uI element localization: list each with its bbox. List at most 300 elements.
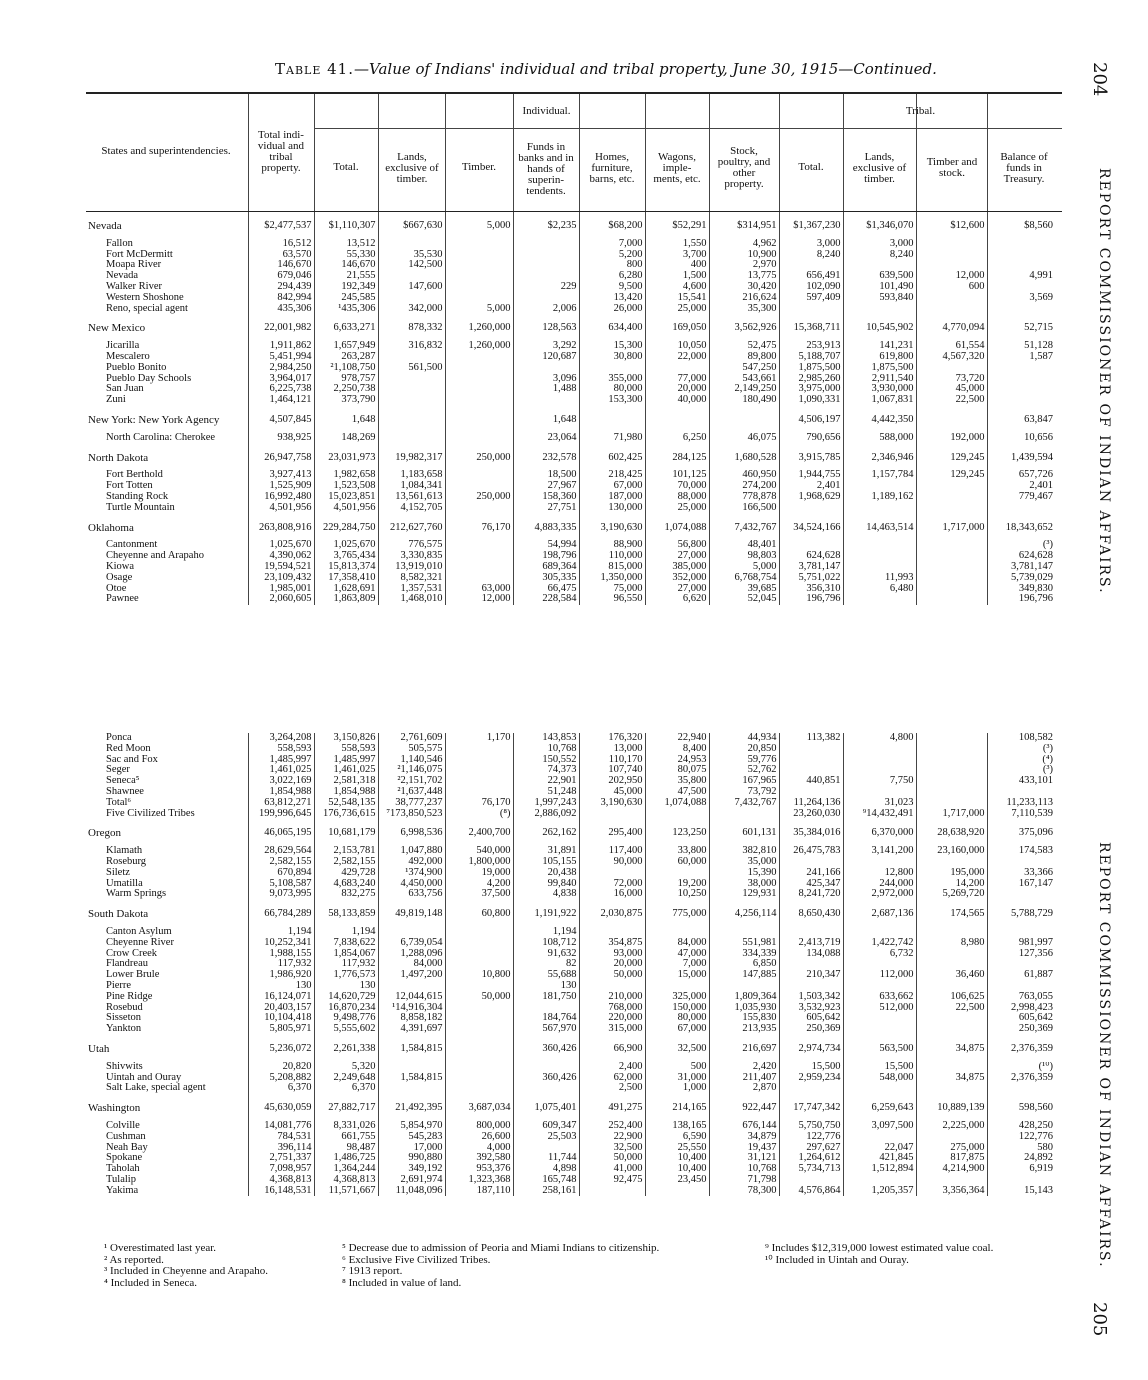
- cell-value: 37,500: [445, 889, 513, 900]
- cell-value: 10,050: [645, 341, 709, 352]
- cell-value: 1,461,025: [314, 765, 378, 776]
- cell-value: [916, 293, 987, 304]
- cell-value: 1,357,531: [378, 584, 445, 595]
- cell-value: 1,047,880: [378, 846, 445, 857]
- cell-value: 428,250: [987, 1121, 1055, 1132]
- cell-value: [445, 1013, 513, 1024]
- cell-value: 10,681,179: [314, 819, 378, 846]
- cell-value: [779, 260, 843, 271]
- cell-value: 19,437: [709, 1143, 779, 1154]
- footnote: ¹⁰ Included in Uintah and Ouray.: [765, 1253, 909, 1266]
- cell-value: 1,364,244: [314, 1164, 378, 1175]
- cell-value: [916, 1132, 987, 1143]
- cell-value: 325,000: [645, 992, 709, 1003]
- row-label: Western Shoshone: [106, 292, 184, 303]
- table-row-fort-mcdermitt: [86, 250, 1055, 261]
- cell-value: 120,687: [513, 352, 579, 363]
- cell-value: 492,000: [378, 857, 445, 868]
- cell-value: [916, 798, 987, 809]
- row-label: Uintah and Ouray: [106, 1072, 182, 1083]
- cell-value: 129,931: [709, 889, 779, 900]
- cell-value: 429,728: [314, 868, 378, 879]
- cell-value: [916, 304, 987, 315]
- cell-value: 5,854,970: [378, 1121, 445, 1132]
- cell-value: 38,777,237: [378, 798, 445, 809]
- cell-value: 1,025,670: [248, 540, 314, 551]
- cell-value: [779, 787, 843, 798]
- cell-value: 3,141,200: [843, 846, 916, 857]
- cell-value: 23,450: [645, 1175, 709, 1186]
- cell-value: 23,260,030: [779, 809, 843, 820]
- table-row-nevada: [86, 271, 1055, 282]
- cell-value: 600: [916, 282, 987, 293]
- table-row-south-dakota: [86, 900, 1055, 927]
- cell-value: 61,887: [987, 970, 1055, 981]
- cell-value: 198,796: [513, 551, 579, 562]
- cell-value: 8,240: [779, 250, 843, 261]
- cell-value: 2,500: [579, 1083, 645, 1094]
- table-title: [275, 60, 937, 78]
- cell-value: [843, 959, 916, 970]
- cell-value: 3,000: [779, 239, 843, 250]
- cell-value: 40,000: [645, 395, 709, 406]
- cell-value: 10,768: [513, 744, 579, 755]
- cell-value: 18,343,652: [987, 514, 1055, 541]
- cell-value: 316,832: [378, 341, 445, 352]
- footnote: ¹ Overestimated last year.: [104, 1242, 217, 1254]
- table-row-turtle-mountain: [86, 503, 1055, 514]
- cell-value: [987, 260, 1055, 271]
- table-row-ponca: [86, 733, 1055, 744]
- cell-value: 80,000: [579, 384, 645, 395]
- cell-value: 195,000: [916, 868, 987, 879]
- cell-value: 633,756: [378, 889, 445, 900]
- cell-value: 4,683,240: [314, 879, 378, 890]
- cell-value: 1,525,909: [248, 481, 314, 492]
- cell-value: 3,964,017: [248, 374, 314, 385]
- cell-value: [843, 551, 916, 562]
- cell-value: 15,368,711: [779, 314, 843, 341]
- table-row-lower-brule: [86, 970, 1055, 981]
- header-ind-lands: Lands, exclusive of timber.: [385, 151, 439, 185]
- table-row-neah-bay: [86, 1143, 1055, 1154]
- cell-value: 263,287: [314, 352, 378, 363]
- cell-value: [579, 927, 645, 938]
- cell-value: 28,638,920: [916, 819, 987, 846]
- table-row-umatilla: [86, 879, 1055, 890]
- cell-value: [445, 573, 513, 584]
- cell-value: 6,768,754: [709, 573, 779, 584]
- cell-value: 128,563: [513, 314, 579, 341]
- row-label: Neah Bay: [106, 1142, 148, 1153]
- cell-value: 342,000: [378, 304, 445, 315]
- cell-value: [843, 503, 916, 514]
- table-row-standing-rock: [86, 492, 1055, 503]
- cell-value: 1,968,629: [779, 492, 843, 503]
- cell-value: [378, 433, 445, 444]
- table-row-yankton: [86, 1024, 1055, 1035]
- cell-value: [843, 481, 916, 492]
- cell-value: 4,200: [445, 879, 513, 890]
- cell-value: [378, 981, 445, 992]
- cell-value: 3,096: [513, 374, 579, 385]
- cell-value: 601,131: [709, 819, 779, 846]
- cell-value: 776,575: [378, 540, 445, 551]
- footnotes-col3: [765, 1243, 993, 1266]
- cell-value: 199,996,645: [248, 809, 314, 820]
- cell-value: 62,000: [579, 1073, 645, 1084]
- cell-value: 60,000: [645, 857, 709, 868]
- row-label: Colville: [106, 1120, 140, 1131]
- cell-value: 1,000: [645, 1083, 709, 1094]
- cell-value: [645, 927, 709, 938]
- cell-value: 2,149,250: [709, 384, 779, 395]
- row-label: Osage: [106, 572, 133, 583]
- cell-value: 211,407: [709, 1073, 779, 1084]
- cell-value: [987, 927, 1055, 938]
- cell-value: [843, 1013, 916, 1024]
- cell-value: 8,240: [843, 250, 916, 261]
- cell-value: 4,991: [987, 271, 1055, 282]
- cell-value: 3,930,000: [843, 384, 916, 395]
- cell-value: 1,486,725: [314, 1153, 378, 1164]
- cell-value: [987, 250, 1055, 261]
- cell-value: (³): [987, 765, 1055, 776]
- row-label: Taholah: [106, 1164, 140, 1175]
- cell-value: 72,000: [579, 879, 645, 890]
- row-label: Nevada: [88, 220, 122, 232]
- cell-value: 122,776: [779, 1132, 843, 1143]
- row-label: Mescalero: [106, 351, 150, 362]
- footnote: ² As reported.: [104, 1253, 164, 1266]
- cell-value: [916, 765, 987, 776]
- row-label: Standing Rock: [106, 491, 169, 502]
- cell-value: [445, 470, 513, 481]
- cell-value: 360,426: [513, 1035, 579, 1062]
- cell-value: 20,820: [248, 1062, 314, 1073]
- cell-value: 17,747,342: [779, 1094, 843, 1121]
- cell-value: 4,567,320: [916, 352, 987, 363]
- cell-value: 2,346,946: [843, 444, 916, 471]
- cell-value: 2,060,605: [248, 594, 314, 605]
- table-row-moapa-river: [86, 260, 1055, 271]
- cell-value: 11,264,136: [779, 798, 843, 809]
- cell-value: [987, 304, 1055, 315]
- cell-value: 16,124,071: [248, 992, 314, 1003]
- cell-value: [987, 363, 1055, 374]
- cell-value: [843, 755, 916, 766]
- cell-value: 23,109,432: [248, 573, 314, 584]
- cell-value: [445, 260, 513, 271]
- row-label: Fort Totten: [106, 481, 153, 492]
- cell-value: 3,264,208: [248, 733, 314, 744]
- row-label: Cantonment: [106, 540, 158, 551]
- cell-value: 6,370: [248, 1083, 314, 1094]
- cell-value: 7,098,957: [248, 1164, 314, 1175]
- cell-value: [513, 293, 579, 304]
- cell-value: 56,800: [645, 540, 709, 551]
- cell-value: [843, 540, 916, 551]
- cell-value: 580: [987, 1143, 1055, 1154]
- cell-value: 6,370,000: [843, 819, 916, 846]
- cell-value: 5,805,971: [248, 1024, 314, 1035]
- cell-value: (⁸): [445, 809, 513, 820]
- cell-value: 196,796: [779, 594, 843, 605]
- table-row-canton-asylum: [86, 927, 1055, 938]
- cell-value: 4,883,335: [513, 514, 579, 541]
- header-ind-wagons: Wagons, imple- ments, etc.: [653, 151, 701, 185]
- cell-value: 1,985,001: [248, 584, 314, 595]
- cell-value: [445, 406, 513, 433]
- cell-value: 1,523,508: [314, 481, 378, 492]
- cell-value: 80,075: [645, 765, 709, 776]
- cell-value: 102,090: [779, 282, 843, 293]
- cell-value: 75,000: [579, 584, 645, 595]
- cell-value: 15,541: [645, 293, 709, 304]
- cell-value: [445, 395, 513, 406]
- table-row-nevada: [86, 212, 1055, 239]
- cell-value: 274,200: [709, 481, 779, 492]
- cell-value: 5,320: [314, 1062, 378, 1073]
- table-row-flandreau: [86, 959, 1055, 970]
- cell-value: 245,585: [314, 293, 378, 304]
- cell-value: 295,400: [579, 819, 645, 846]
- cell-value: 561,500: [378, 363, 445, 374]
- cell-value: 44,934: [709, 733, 779, 744]
- cell-value: 32,500: [645, 1035, 709, 1062]
- cell-value: 13,000: [579, 744, 645, 755]
- cell-value: 4,838: [513, 889, 579, 900]
- cell-value: 130,000: [579, 503, 645, 514]
- table-row-seger: [86, 765, 1055, 776]
- cell-value: 23,064: [513, 433, 579, 444]
- cell-value: 8,650,430: [779, 900, 843, 927]
- row-label: Cheyenne and Arapaho: [106, 551, 204, 562]
- table-row-pueblo-day-schools: [86, 374, 1055, 385]
- cell-value: 2,911,540: [843, 374, 916, 385]
- cell-value: 3,975,000: [779, 384, 843, 395]
- cell-value: 800,000: [445, 1121, 513, 1132]
- row-label: North Carolina: Cherokee: [106, 432, 216, 443]
- cell-value: 22,500: [916, 395, 987, 406]
- cell-value: 763,055: [987, 992, 1055, 1003]
- cell-value: 244,000: [843, 879, 916, 890]
- cell-value: 661,755: [314, 1132, 378, 1143]
- cell-value: 20,850: [709, 744, 779, 755]
- cell-value: [987, 282, 1055, 293]
- cell-value: 375,096: [987, 819, 1055, 846]
- table-row-western-shoshone: [86, 293, 1055, 304]
- cell-value: 146,670: [314, 260, 378, 271]
- cell-value: [916, 573, 987, 584]
- cell-value: 214,165: [645, 1094, 709, 1121]
- cell-value: [709, 809, 779, 820]
- cell-value: 5,236,072: [248, 1035, 314, 1062]
- cell-value: 619,800: [843, 352, 916, 363]
- cell-value: 47,500: [645, 787, 709, 798]
- row-label: Fallon: [106, 238, 133, 249]
- cell-value: [779, 927, 843, 938]
- cell-value: 5,451,994: [248, 352, 314, 363]
- cell-value: 7,000: [579, 239, 645, 250]
- cell-value: 26,947,758: [248, 444, 314, 471]
- cell-value: 1,809,364: [709, 992, 779, 1003]
- cell-value: [987, 395, 1055, 406]
- row-label: Canton Asylum: [106, 926, 172, 937]
- cell-value: 1,439,594: [987, 444, 1055, 471]
- cell-value: [513, 395, 579, 406]
- cell-value: 305,335: [513, 573, 579, 584]
- cell-value: 3,562,926: [709, 314, 779, 341]
- cell-value: [445, 949, 513, 960]
- cell-value: 609,347: [513, 1121, 579, 1132]
- cell-value: 4,450,000: [378, 879, 445, 890]
- cell-value: 1,497,200: [378, 970, 445, 981]
- cell-value: 5,208,882: [248, 1073, 314, 1084]
- footnote: ³ Included in Cheyenne and Arapaho.: [104, 1265, 268, 1277]
- cell-value: 2,998,423: [987, 1003, 1055, 1014]
- cell-value: 4,576,864: [779, 1186, 843, 1197]
- cell-value: 158,360: [513, 492, 579, 503]
- cell-value: 13,420: [579, 293, 645, 304]
- cell-value: 184,764: [513, 1013, 579, 1024]
- cell-value: 1,464,121: [248, 395, 314, 406]
- table-row-fort-totten: [86, 481, 1055, 492]
- cell-value: 349,192: [378, 1164, 445, 1175]
- cell-value: 14,463,514: [843, 514, 916, 541]
- cell-value: [709, 981, 779, 992]
- cell-value: 30,420: [709, 282, 779, 293]
- cell-value: 130: [248, 981, 314, 992]
- cell-value: 3,330,835: [378, 551, 445, 562]
- cell-value: 16,148,531: [248, 1186, 314, 1197]
- table-row-mescalero: [86, 352, 1055, 363]
- cell-value: [378, 384, 445, 395]
- cell-value: 250,369: [779, 1024, 843, 1035]
- cell-value: [378, 1062, 445, 1073]
- cell-value: 2,761,609: [378, 733, 445, 744]
- cell-value: 382,810: [709, 846, 779, 857]
- cell-value: 10,400: [645, 1164, 709, 1175]
- cell-value: 130: [314, 981, 378, 992]
- cell-value: 2,261,338: [314, 1035, 378, 1062]
- cell-value: 67,000: [645, 1024, 709, 1035]
- cell-value: 689,364: [513, 562, 579, 573]
- cell-value: 2,751,337: [248, 1153, 314, 1164]
- footnote: ⁸ Included in value of land.: [342, 1276, 462, 1289]
- table-row-sac-and-fox: [86, 755, 1055, 766]
- cell-value: 143,853: [513, 733, 579, 744]
- cell-value: [779, 755, 843, 766]
- cell-value: 117,932: [314, 959, 378, 970]
- cell-value: 3,927,413: [248, 470, 314, 481]
- cell-value: 28,629,564: [248, 846, 314, 857]
- footnote: ⁴ Included in Seneca.: [104, 1276, 198, 1289]
- cell-value: 779,467: [987, 492, 1055, 503]
- row-label: Spokane: [106, 1153, 143, 1164]
- header-individual: Individual.: [522, 105, 571, 117]
- cell-value: 11,993: [843, 573, 916, 584]
- cell-value: 334,339: [709, 949, 779, 960]
- cell-value: 1,997,243: [513, 798, 579, 809]
- cell-value: 6,370: [314, 1083, 378, 1094]
- cell-value: 90,000: [579, 857, 645, 868]
- cell-value: 14,620,729: [314, 992, 378, 1003]
- cell-value: 45,630,059: [248, 1094, 314, 1121]
- cell-value: 19,200: [645, 879, 709, 890]
- cell-value: 400: [645, 260, 709, 271]
- cell-value: 1,323,368: [445, 1175, 513, 1186]
- row-label: Utah: [88, 1042, 110, 1055]
- cell-value: 27,882,717: [314, 1094, 378, 1121]
- cell-value: 1,500: [645, 271, 709, 282]
- cell-value: 1,944,755: [779, 470, 843, 481]
- cell-value: [916, 1175, 987, 1186]
- cell-value: 27,751: [513, 503, 579, 514]
- cell-value: 2,959,234: [779, 1073, 843, 1084]
- cell-value: 2,153,781: [314, 846, 378, 857]
- cell-value: $1,346,070: [843, 212, 916, 239]
- cell-value: [843, 260, 916, 271]
- cell-value: 176,320: [579, 733, 645, 744]
- cell-value: 1,194: [513, 927, 579, 938]
- cell-value: 5,108,587: [248, 879, 314, 890]
- cell-value: [378, 395, 445, 406]
- cell-value: 7,432,767: [709, 798, 779, 809]
- cell-value: 210,000: [579, 992, 645, 1003]
- cell-value: 20,438: [513, 868, 579, 879]
- cell-value: 117,932: [248, 959, 314, 970]
- cell-value: [445, 755, 513, 766]
- cell-value: 22,500: [916, 1003, 987, 1014]
- cell-value: 147,600: [378, 282, 445, 293]
- table-row-spokane: [86, 1153, 1055, 1164]
- table-row-rosebud: [86, 1003, 1055, 1014]
- cell-value: 3,000: [843, 239, 916, 250]
- cell-value: 3,569: [987, 293, 1055, 304]
- cell-value: 8,980: [916, 938, 987, 949]
- cell-value: 20,403,157: [248, 1003, 314, 1014]
- cell-value: 142,500: [378, 260, 445, 271]
- cell-value: 1,191,922: [513, 900, 579, 927]
- table-row-washington: [86, 1094, 1055, 1121]
- cell-value: [843, 1083, 916, 1094]
- table-row-san-juan: [86, 384, 1055, 395]
- cell-value: [987, 787, 1055, 798]
- row-label: Jicarilla: [106, 341, 140, 352]
- cell-value: $8,560: [987, 212, 1055, 239]
- footnotes-col2: [342, 1243, 659, 1289]
- cell-value: 2,400,700: [445, 819, 513, 846]
- table-row-utah: [86, 1035, 1055, 1062]
- cell-value: 2,582,155: [314, 857, 378, 868]
- row-label: Pierre: [106, 980, 132, 991]
- cell-value: 4,600: [645, 282, 709, 293]
- cell-value: [916, 733, 987, 744]
- cell-value: 4,800: [843, 733, 916, 744]
- cell-value: 425,347: [779, 879, 843, 890]
- cell-value: 2,870: [709, 1083, 779, 1094]
- cell-value: [378, 406, 445, 433]
- cell-value: 26,600: [445, 1132, 513, 1143]
- row-label: Pawnee: [106, 594, 139, 605]
- cell-value: [916, 1083, 987, 1094]
- row-label: Oklahoma: [88, 521, 134, 534]
- cell-value: 3,022,169: [248, 776, 314, 787]
- cell-value: [378, 374, 445, 385]
- row-label: Flandreau: [106, 959, 148, 970]
- cell-value: [843, 1132, 916, 1143]
